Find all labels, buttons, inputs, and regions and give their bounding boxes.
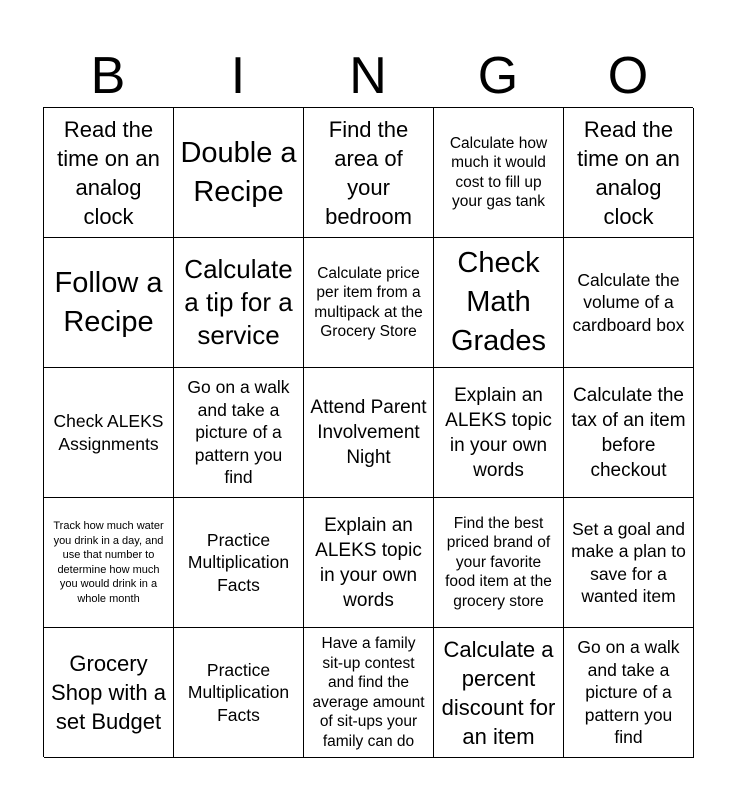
bingo-cell[interactable] [304,498,434,628]
bingo-cell-text: Read the time on an analog clock [57,116,160,229]
bingo-cell-text: Calculate the tax of an item before checkout [571,384,686,481]
bingo-cell[interactable] [174,238,304,368]
bingo-cell[interactable] [44,628,174,758]
bingo-cell-text: Attend Parent Involvement Night [310,397,427,468]
header-letter-n: N [349,47,387,105]
bingo-cell-text: Calculate a tip for a service [184,254,293,350]
bingo-cell[interactable] [304,368,434,498]
bingo-cell[interactable] [174,498,304,628]
bingo-cell[interactable] [44,368,174,498]
bingo-cell[interactable] [564,368,694,498]
bingo-cell-text: Check ALEKS Assignments [53,411,164,454]
bingo-cell[interactable] [304,628,434,758]
bingo-cell[interactable] [304,238,434,368]
bingo-cell[interactable] [434,368,564,498]
bingo-grid [43,107,693,757]
bingo-cell[interactable] [434,628,564,758]
bingo-cell-text: Grocery Shop with a set Budget [51,651,166,734]
bingo-header [43,46,693,106]
bingo-cell-text: Calculate the volume of a cardboard box [572,269,685,335]
bingo-cell-text: Calculate price per item from a multipack at the Grocery Store [314,264,423,340]
bingo-cell-text: Explain an ALEKS topic in your own words [315,514,422,611]
bingo-cell-text: Calculate how much it would cost to fill up your gas tank [449,134,548,210]
bingo-cell[interactable] [174,628,304,758]
bingo-cell[interactable] [174,368,304,498]
bingo-cell-text: Practice Multiplication Facts [187,659,290,725]
bingo-cell[interactable] [564,498,694,628]
bingo-cell-text: Set a goal and make a plan to save for a wanted item [571,518,686,606]
bingo-cell[interactable] [434,238,564,368]
bingo-cell-text: Practice Multiplication Facts [187,529,290,595]
bingo-cell-text: Track how much water you drink in a day, and use that number to determine how much you would drink in a whole month [53,520,164,605]
header-letter-g: G [477,47,519,105]
bingo-cell[interactable] [44,108,174,238]
bingo-cell-text: Explain an ALEKS topic in your own words [445,384,552,481]
bingo-cell-text: Have a family sit-up contest and find the average amount of sit-ups your family can do [312,635,425,750]
bingo-cell[interactable] [304,108,434,238]
header-letter-o: O [607,47,649,105]
bingo-cell-text: Read the time on an analog clock [577,116,680,229]
bingo-cell-text: Double a Recipe [180,136,297,208]
bingo-cell[interactable] [174,108,304,238]
bingo-cell-text: Go on a walk and take a picture of a pattern you find [187,377,290,488]
bingo-cell[interactable] [564,628,694,758]
bingo-cell[interactable] [434,108,564,238]
bingo-cell-text: Check Math Grades [450,247,547,357]
bingo-cell-text: Follow a Recipe [54,266,163,338]
bingo-cell[interactable] [564,238,694,368]
header-letter-i: I [230,47,246,105]
bingo-cell[interactable] [44,238,174,368]
bingo-cell[interactable] [44,498,174,628]
bingo-cell-text: Go on a walk and take a picture of a pattern you find [577,637,680,748]
bingo-cell-text: Find the area of your bedroom [325,116,412,229]
bingo-cell-text: Find the best priced brand of your favorite food item at the grocery store [445,514,552,610]
bingo-cell[interactable] [564,108,694,238]
bingo-cell[interactable] [434,498,564,628]
bingo-cell-text: Calculate a percent discount for an item [441,636,556,749]
header-letter-b: B [90,47,126,105]
